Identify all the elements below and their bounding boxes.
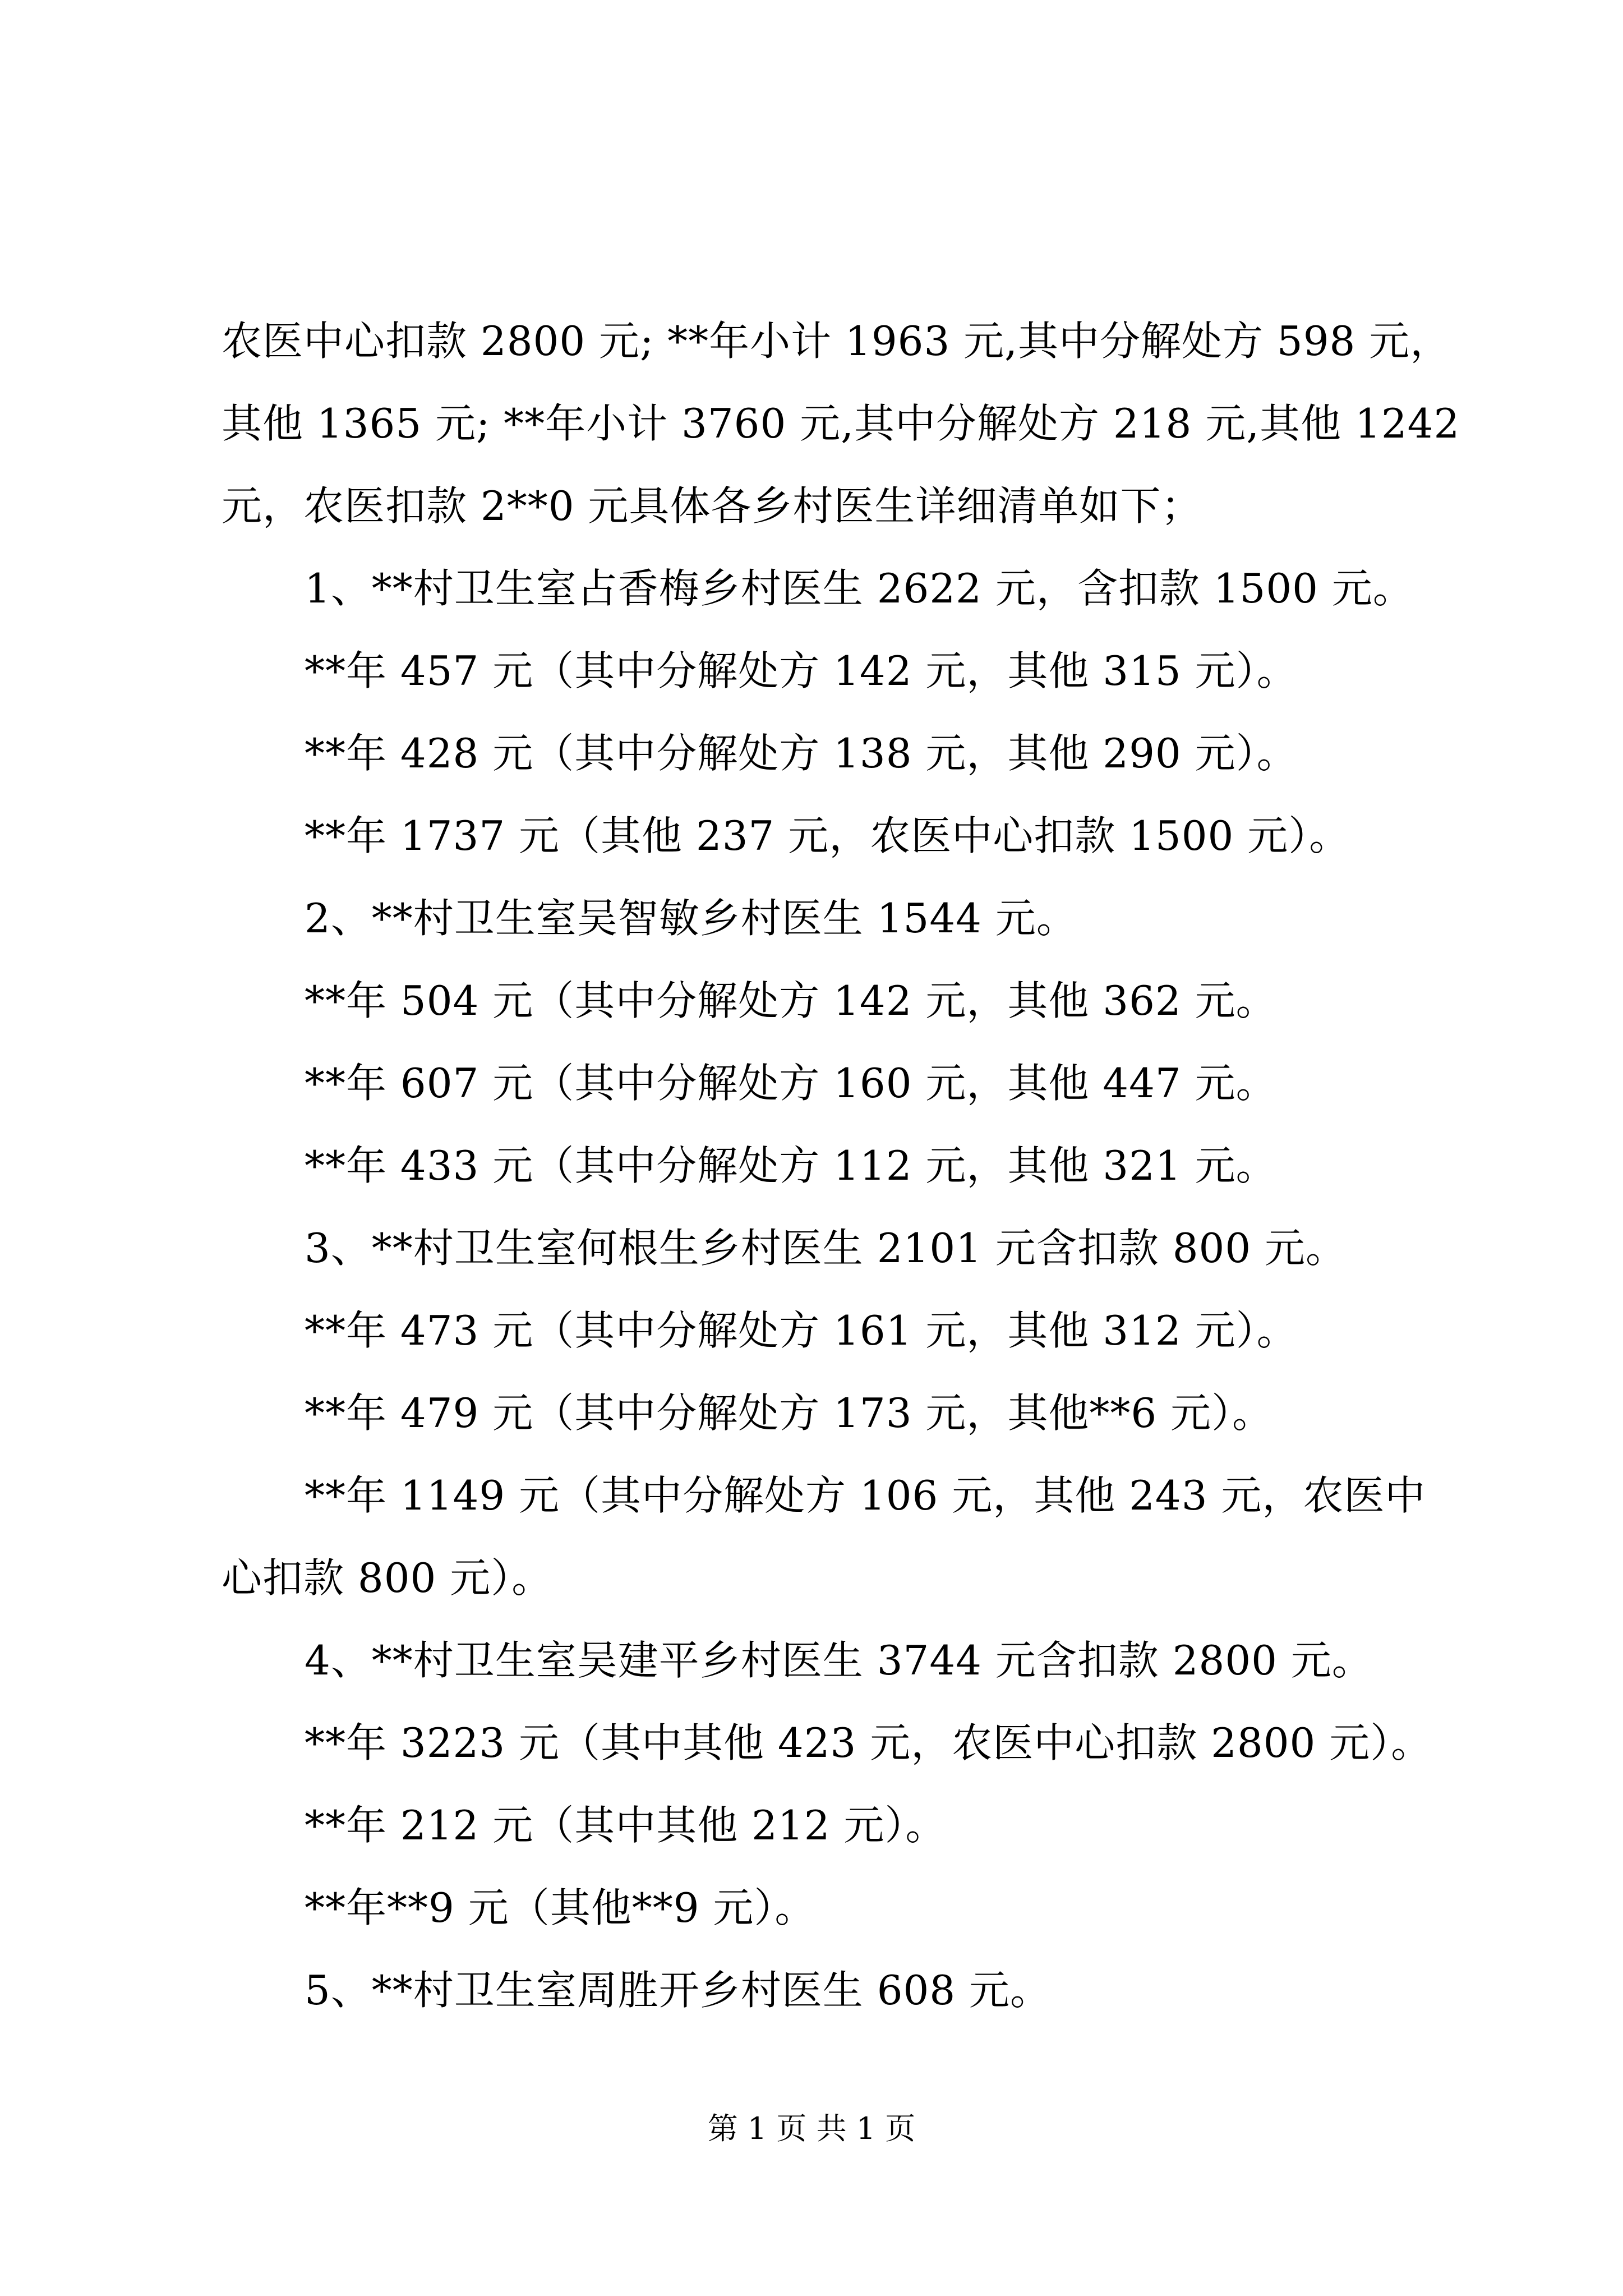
list-item-detail: **年 473 元（其中分解处方 161 元，其他 312 元）。 <box>305 1307 1298 1354</box>
list-item-detail: **年 1737 元（其他 237 元，农医中心扣款 1500 元）。 <box>305 812 1350 859</box>
page-number-footer: 第 1 页 共 1 页 <box>707 2111 916 2146</box>
list-item-detail: **年 3223 元（其中其他 423 元，农医中心扣款 2800 元）。 <box>305 1719 1432 1766</box>
list-item-heading: 1、**村卫生室占香梅乡村医生 2622 元，含扣款 1500 元。 <box>305 565 1414 612</box>
text-line: 农医中心扣款 2800 元; **年小计 1963 元,其中分解处方 598 元， <box>222 318 1451 365</box>
document-body <box>222 300 1460 2032</box>
list-item-detail: **年 504 元（其中分解处方 142 元，其他 362 元。 <box>305 977 1277 1024</box>
list-item-heading: 2、**村卫生室吴智敏乡村医生 1544 元。 <box>305 895 1077 942</box>
list-item-detail: **年 1149 元（其中分解处方 106 元，其他 243 元，农医中 <box>305 1472 1426 1519</box>
list-item-detail: **年 428 元（其中分解处方 138 元，其他 290 元）。 <box>305 730 1298 777</box>
list-item-detail: **年 479 元（其中分解处方 173 元，其他**6 元）。 <box>305 1389 1274 1437</box>
list-item-heading: 5、**村卫生室周胜开乡村医生 608 元。 <box>305 1967 1052 2014</box>
text-line: 元，农医扣款 2**0 元具体各乡村医生详细清单如下； <box>222 482 1202 530</box>
text-line-continuation: 心扣款 800 元）。 <box>222 1554 553 1602</box>
list-item-heading: 4、**村卫生室吴建平乡村医生 3744 元含扣款 2800 元。 <box>305 1637 1373 1684</box>
list-item-detail: **年 607 元（其中分解处方 160 元，其他 447 元。 <box>305 1060 1277 1107</box>
list-item-detail: **年 212 元（其中其他 212 元）。 <box>305 1802 947 1849</box>
list-item-detail: **年**9 元（其他**9 元）。 <box>305 1884 816 1931</box>
list-item-detail: **年 433 元（其中分解处方 112 元，其他 321 元。 <box>305 1142 1277 1189</box>
list-item-detail: **年 457 元（其中分解处方 142 元，其他 315 元）。 <box>305 647 1298 694</box>
list-item-heading: 3、**村卫生室何根生乡村医生 2101 元含扣款 800 元。 <box>305 1225 1347 1272</box>
text-line: 其他 1365 元; **年小计 3760 元,其中分解处方 218 元,其他 1242 <box>222 400 1460 447</box>
